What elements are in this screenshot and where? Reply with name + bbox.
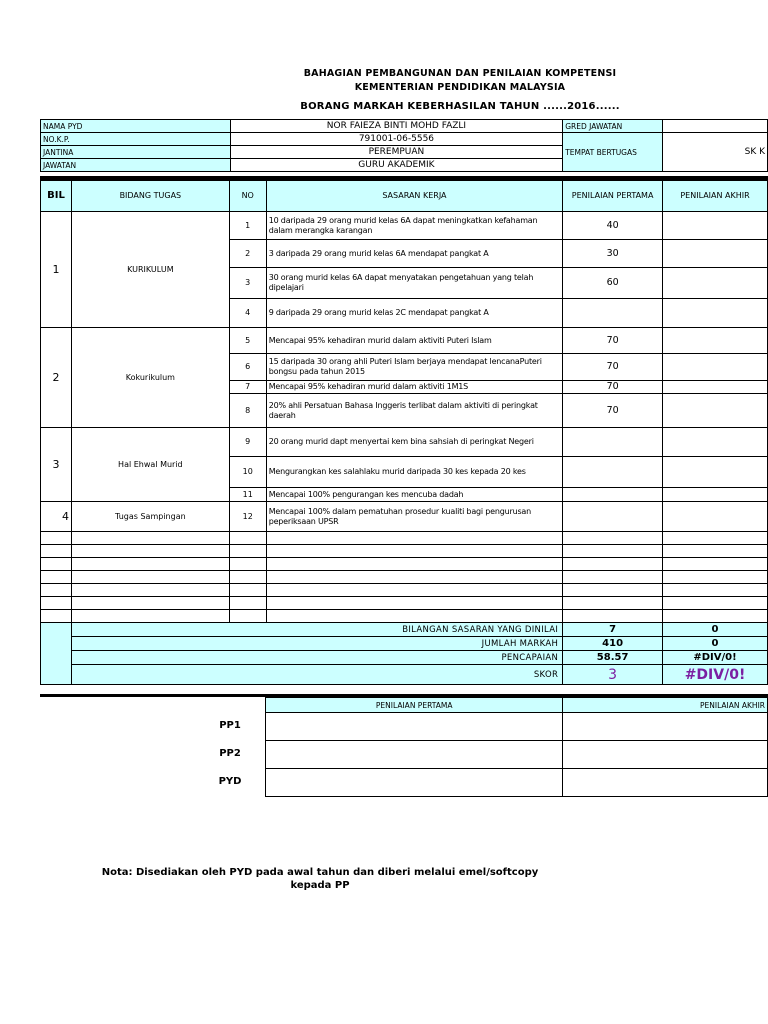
row-no: 9 [229,428,266,457]
row-score-pertama[interactable]: 70 [563,394,663,428]
pp2-akhir-sign[interactable] [563,741,768,769]
row-task[interactable]: 15 daripada 30 orang ahli Puteri Islam berjaya mendapat lencanaPuteri bongsu pada tahun 2015 [266,354,562,381]
pp1-label: PP1 [219,720,241,731]
row-score-akhir[interactable] [663,502,768,532]
row-score-pertama[interactable]: 40 [563,212,663,240]
row-task[interactable]: Mencapai 95% kehadiran murid dalam aktiviti 1M1S [266,381,562,394]
bilangan-akhir: 0 [663,623,768,637]
form-title: BORANG MARKAH KEBERHASILAN TAHUN ......2016...... [300,101,620,112]
row-score-pertama[interactable] [563,488,663,502]
row-no: 5 [229,328,266,354]
row-task[interactable]: 9 daripada 29 orang murid kelas 2C mendapat pangkat A [266,299,562,328]
pp2-label: PP2 [219,748,241,759]
bilangan-pertama: 7 [563,623,663,637]
row-no: 1 [229,212,266,240]
summary-spacer [41,623,72,685]
row-task[interactable]: Mencapai 100% dalam pematuhan prosedur kualiti bagi pengurusan peperiksaan UPSR [266,502,562,532]
row-task[interactable]: Mencapai 100% pengurangan kes mencuba dadah [266,488,562,502]
gred-label: GRED JAWATAN [563,120,663,133]
signature-table [265,697,768,797]
row-score-akhir[interactable] [663,268,768,299]
row-no: 4 [229,299,266,328]
row-task[interactable]: 20% ahli Persatuan Bahasa Inggeris terlibat dalam aktiviti di peringkat daerah [266,394,562,428]
pp1-akhir-sign[interactable] [563,713,768,741]
row-score-pertama[interactable]: 70 [563,381,663,394]
skor-pertama: 3 [563,665,663,685]
info-table [40,119,768,172]
jawatan-label: JAWATAN [41,159,231,172]
empty-row [41,597,768,610]
empty-row [41,571,768,584]
col-no: NO [229,181,266,212]
row-task[interactable]: 3 daripada 29 orang murid kelas 6A mendapat pangkat A [266,240,562,268]
jawatan-value[interactable]: GURU AKADEMIK [230,159,563,172]
group-bidang: Hal Ehwal Murid [71,428,229,502]
empty-row [41,584,768,597]
row-score-pertama[interactable] [563,299,663,328]
col-pertama: PENILAIAN PERTAMA [563,181,663,212]
row-score-akhir[interactable] [663,428,768,457]
jumlah-akhir: 0 [663,637,768,651]
row-score-akhir[interactable] [663,381,768,394]
row-score-pertama[interactable]: 70 [563,354,663,381]
group-bidang: KURIKULUM [71,212,229,328]
pencapaian-akhir: #DIV/0! [663,651,768,665]
row-no: 3 [229,268,266,299]
row-score-pertama[interactable] [563,457,663,488]
col-bil: BIL [41,181,72,212]
title-line-2: KEMENTERIAN PENDIDIKAN MALAYSIA [354,82,566,93]
sig-col-akhir: PENILAIAN AKHIR [563,698,768,713]
pp2-pertama-sign[interactable] [266,741,563,769]
bilangan-label: BILANGAN SASARAN YANG DINILAI [71,623,562,637]
note-line-1: Nota: Disediakan oleh PYD pada awal tahun dan diberi melalui emel/softcopy [101,867,539,878]
nokp-value[interactable]: 791001-06-5556 [230,133,563,146]
pyd-label: PYD [218,776,242,787]
nama-label: NAMA PYD [41,120,231,133]
row-score-akhir[interactable] [663,457,768,488]
row-no: 11 [229,488,266,502]
row-task[interactable]: Mengurangkan kes salahlaku murid daripada 30 kes kepada 20 kes [266,457,562,488]
row-score-pertama[interactable] [563,502,663,532]
jumlah-pertama: 410 [563,637,663,651]
jumlah-label: JUMLAH MARKAH [71,637,562,651]
row-score-pertama[interactable]: 30 [563,240,663,268]
row-score-pertama[interactable]: 60 [563,268,663,299]
empty-row [41,610,768,623]
jantina-value[interactable]: PEREMPUAN [230,146,563,159]
group-bil: 1 [41,212,72,328]
col-bidang: BIDANG TUGAS [71,181,229,212]
row-task[interactable]: Mencapai 95% kehadiran murid dalam aktiviti Puteri Islam [266,328,562,354]
row-task[interactable]: 10 daripada 29 orang murid kelas 6A dapat meningkatkan kefahaman dalam merangka karangan [266,212,562,240]
pyd-akhir-sign[interactable] [563,769,768,797]
row-no: 7 [229,381,266,394]
tempat-value[interactable]: SK K [663,133,768,172]
row-score-akhir[interactable] [663,299,768,328]
group-bidang: Kokurikulum [71,328,229,428]
title-line-1: BAHAGIAN PEMBANGUNAN DAN PENILAIAN KOMPETENSI [303,68,617,79]
empty-row [41,545,768,558]
group-bil: 2 [41,328,72,428]
gred-value[interactable] [663,120,768,133]
pencapaian-label: PENCAPAIAN [71,651,562,665]
row-task[interactable]: 30 orang murid kelas 6A dapat menyatakan pengetahuan yang telah dipelajari [266,268,562,299]
nokp-label: NO.K.P. [41,133,231,146]
note [60,866,580,892]
skor-akhir: #DIV/0! [663,665,768,685]
empty-row [41,532,768,545]
group-bidang: Tugas Sampingan [71,502,229,532]
empty-row [41,558,768,571]
row-no: 10 [229,457,266,488]
sig-col-pertama: PENILAIAN PERTAMA [266,698,563,713]
col-akhir: PENILAIAN AKHIR [663,181,768,212]
row-no: 8 [229,394,266,428]
note-line-2: kepada PP [290,880,350,891]
row-score-pertama[interactable]: 70 [563,328,663,354]
row-score-akhir[interactable] [663,354,768,381]
nama-value[interactable]: NOR FAIEZA BINTI MOHD FAZLI [230,120,563,133]
row-score-akhir[interactable] [663,328,768,354]
pyd-pertama-sign[interactable] [266,769,563,797]
jantina-label: JANTINA [41,146,231,159]
pencapaian-pertama: 58.57 [563,651,663,665]
group-bil: 3 [41,428,72,502]
tempat-label: TEMPAT BERTUGAS [563,133,663,172]
group-bil: 4 [41,502,72,532]
row-score-akhir[interactable] [663,240,768,268]
row-score-pertama[interactable] [563,428,663,457]
pp1-pertama-sign[interactable] [266,713,563,741]
row-task[interactable]: 20 orang murid dapt menyertai kem bina sahsiah di peringkat Negeri [266,428,562,457]
row-score-akhir[interactable] [663,394,768,428]
row-no: 12 [229,502,266,532]
col-sasaran: SASARAN KERJA [266,181,562,212]
skor-label: SKOR [71,665,562,685]
row-score-akhir[interactable] [663,212,768,240]
row-score-akhir[interactable] [663,488,768,502]
markah-table [40,180,768,685]
row-no: 6 [229,354,266,381]
row-no: 2 [229,240,266,268]
